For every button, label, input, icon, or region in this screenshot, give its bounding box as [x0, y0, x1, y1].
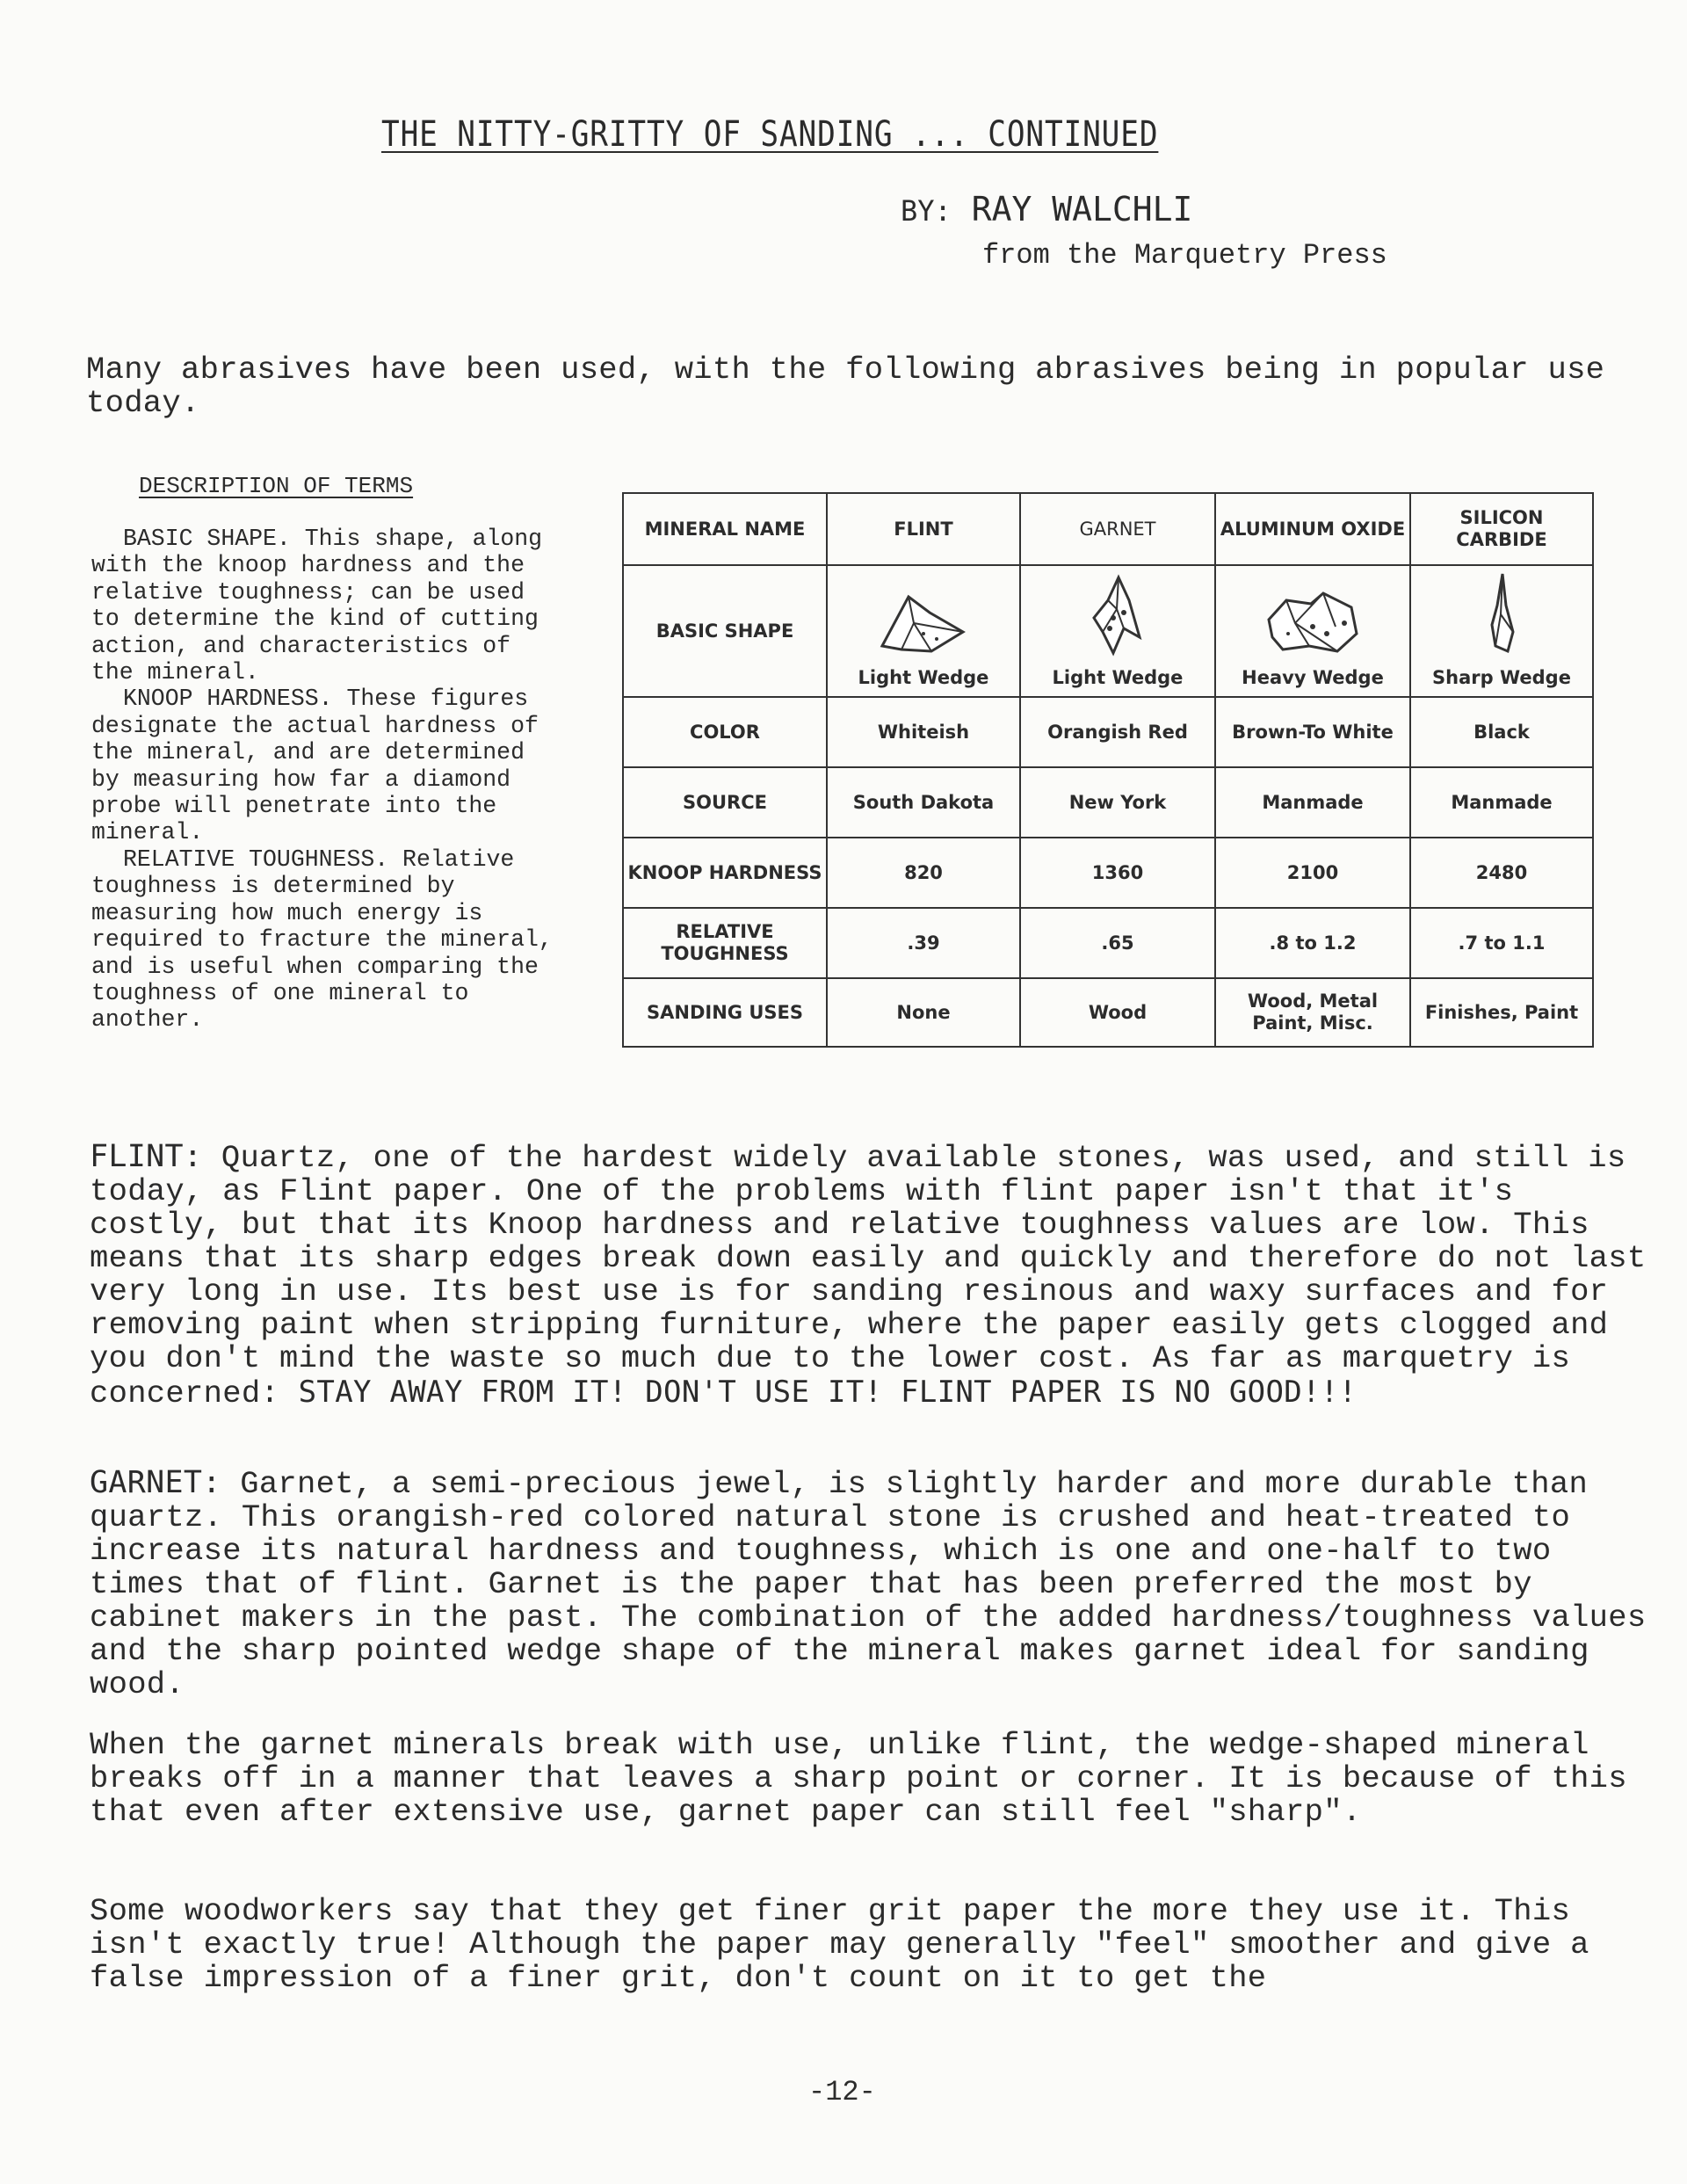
silicon-carbide-crystal-icon: [1480, 570, 1524, 658]
aluminum-oxide-crystal-icon: [1260, 588, 1365, 658]
terms-description: [91, 526, 566, 1034]
table-row: [623, 493, 1593, 565]
garnet-break-paragraph: When the garnet minerals break with use, unlike flint, the wedge-shaped mineral breaks off in a manner that leaves a sharp point or corner. It is because of this that even after extensive use, garnet paper can still feel "sharp".: [90, 1727, 1627, 1830]
table-row: [623, 565, 1593, 697]
flint-lead: FLINT:: [90, 1139, 203, 1174]
table-cell: Finishes, Paint: [1410, 978, 1593, 1047]
row-header-source: SOURCE: [623, 767, 827, 838]
intro-paragraph: Many abrasives have been used, with the following abrasives being in popular use today.: [86, 352, 1605, 421]
by-label: BY:: [901, 194, 952, 228]
table-cell: Wood: [1020, 978, 1215, 1047]
term-relative-toughness: RELATIVE TOUGHNESS. Relative toughness is determined by measuring how much energy is required to fracture the mineral, and is useful when comparing the toughness of one mineral to another.: [91, 845, 553, 1034]
row-header-uses: SANDING USES: [623, 978, 827, 1047]
page-number: -12-: [808, 2076, 876, 2108]
row-header-hardness: KNOOP HARDNESS: [623, 838, 827, 908]
table-cell: Manmade: [1410, 767, 1593, 838]
shape-cell: [827, 565, 1020, 697]
flint-crystal-icon: [875, 588, 972, 658]
article-title: THE NITTY-GRITTY OF SANDING ... CONTINUED: [381, 114, 1159, 155]
table-row: [623, 697, 1593, 767]
row-header-color: COLOR: [623, 697, 827, 767]
term-knoop-hardness: KNOOP HARDNESS. These figures designate the actual hardness of the mineral, and are determined by measuring how far a diamond probe will penetrate into the mineral.: [91, 686, 539, 846]
table-row: [623, 767, 1593, 838]
corner-header: MINERAL NAME: [623, 493, 827, 565]
table-row: [623, 978, 1593, 1047]
flint-section: [90, 1140, 1654, 1411]
shape-label: Light Wedge: [858, 667, 989, 688]
author-name: RAY WALCHLI: [971, 190, 1193, 229]
table-cell: 2480: [1410, 838, 1593, 908]
table-cell: .65: [1020, 908, 1215, 978]
table-cell: Black: [1410, 697, 1593, 767]
table-cell: 2100: [1215, 838, 1410, 908]
shape-label: Heavy Wedge: [1242, 667, 1384, 688]
table-cell: None: [827, 978, 1020, 1047]
table-cell: .8 to 1.2: [1215, 908, 1410, 978]
row-header-shape: BASIC SHAPE: [623, 565, 827, 697]
finer-grit-paragraph: Some woodworkers say that they get finer grit paper the more they use it. This isn't exactly true! Although the paper may generally "feel" smoother and give a false impression of a finer grit, don't count on it to get the: [90, 1893, 1589, 1996]
table-cell: New York: [1020, 767, 1215, 838]
table-cell: .39: [827, 908, 1020, 978]
table-cell: Orangish Red: [1020, 697, 1215, 767]
row-header-toughness: RELATIVE TOUGHNESS: [623, 908, 827, 978]
table-cell: Manmade: [1215, 767, 1410, 838]
garnet-lead: GARNET:: [90, 1465, 221, 1500]
garnet-crystal-icon: [1078, 574, 1157, 658]
mineral-table: [622, 492, 1594, 1048]
table-row: [623, 838, 1593, 908]
garnet-section: [90, 1466, 1654, 1701]
table-cell: .7 to 1.1: [1410, 908, 1593, 978]
source-line: from the Marquetry Press: [982, 239, 1387, 272]
shape-cell: [1020, 565, 1215, 697]
table-cell: Whiteish: [827, 697, 1020, 767]
shape-cell: [1410, 565, 1593, 697]
col-header-garnet: GARNET: [1020, 493, 1215, 565]
table-cell: 1360: [1020, 838, 1215, 908]
flint-body: Quartz, one of the hardest widely available stones, was used, and still is today, as Flint paper. One of the problems with flint paper isn't that it's costly, but that its Knoop hardness and relative toughness values are low. This means that its sharp edges break down easily and quickly and therefore do not last very long in use. Its best use is for sanding resinous and waxy surfaces and for removing paint when stripping furniture, where the paper easily gets clogged and you don't mind the waste so much due to the lower cost. As far as marquetry is concerned:: [90, 1140, 1647, 1411]
garnet-body: Garnet, a semi-precious jewel, is slightly harder and more durable than quartz. This orangish-red colored natural stone is crushed and heat-treated to increase its natural hardness and toughness, which is one and one-half to two times that of flint. Garnet is the paper that has been preferred the most by cabinet makers in the past. The combination of the added hardness/toughness values and the sharp pointed wedge shape of the mineral makes garnet ideal for sanding wood.: [90, 1466, 1647, 1702]
shape-cell: [1215, 565, 1410, 697]
shape-label: Sharp Wedge: [1432, 667, 1571, 688]
table-cell: South Dakota: [827, 767, 1020, 838]
table-cell: 820: [827, 838, 1020, 908]
shape-label: Light Wedge: [1052, 667, 1184, 688]
col-header-flint: FLINT: [827, 493, 1020, 565]
col-header-silicon-carbide: SILICON CARBIDE: [1410, 493, 1593, 565]
table-row: [623, 908, 1593, 978]
table-cell: Wood, Metal Paint, Misc.: [1215, 978, 1410, 1047]
byline: [901, 190, 1192, 229]
flint-warning: STAY AWAY FROM IT! DON'T USE IT! FLINT PAPER IS NO GOOD!!!: [298, 1375, 1358, 1410]
table-cell: Brown-To White: [1215, 697, 1410, 767]
col-header-aluminum-oxide: ALUMINUM OXIDE: [1215, 493, 1410, 565]
terms-heading: DESCRIPTION OF TERMS: [139, 473, 414, 499]
term-basic-shape: BASIC SHAPE. This shape, along with the knoop hardness and the relative toughness; can be used to determine the kind of cutting action, and characteristics of the mineral.: [91, 526, 543, 686]
